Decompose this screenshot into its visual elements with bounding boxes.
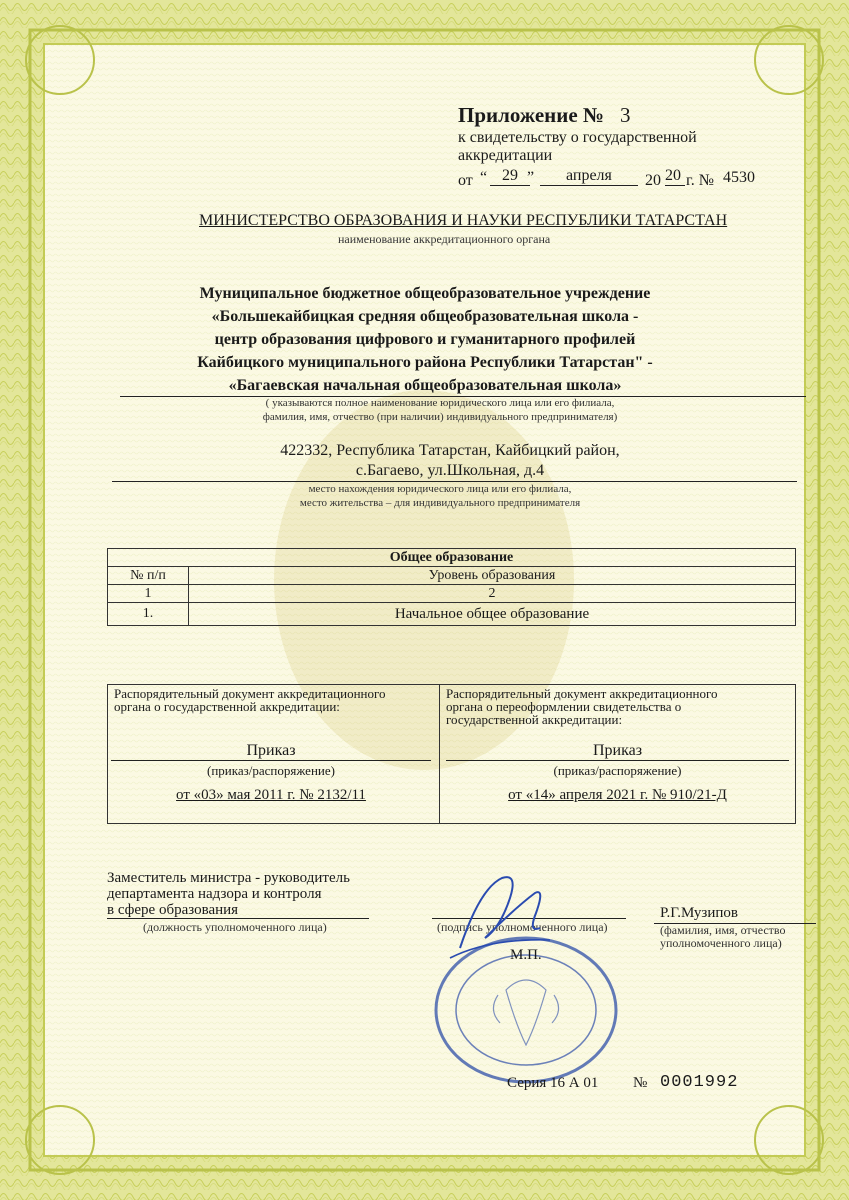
organization-name	[100, 282, 750, 397]
signer-name: Р.Г.Музипов	[660, 905, 738, 921]
position-underline	[107, 918, 369, 919]
date-month	[540, 167, 638, 186]
appendix-line-2: аккредитации	[458, 147, 553, 164]
col-level-header: Уровень образования	[189, 567, 796, 585]
address-line-2: с.Багаево, ул.Школьная, д.4	[355, 462, 545, 479]
right-doc-type: Приказ	[446, 742, 789, 761]
date-day-open: “	[480, 169, 488, 186]
appendix-number: 3	[620, 103, 631, 127]
education-table	[107, 548, 796, 626]
signer-position-3: в сфере образования	[107, 902, 239, 918]
table-row	[108, 603, 796, 626]
documents-divider	[439, 685, 440, 823]
organization-line-5: «Багаевская начальная общеобразовательная школа»	[228, 377, 622, 394]
signer-position-1: Заместитель министра - руководитель	[107, 870, 350, 886]
signer-position	[107, 870, 350, 918]
right-doc-heading	[446, 687, 718, 726]
organization-line-3: центр образования цифрового и гуманитарного профилей	[214, 331, 636, 348]
seal-label: М.П.	[510, 947, 542, 963]
right-doc-caption: (приказ/распоряжение)	[553, 763, 682, 778]
date-day-close: ”	[527, 169, 535, 186]
authority-name: МИНИСТЕРСТВО ОБРАЗОВАНИЯ И НАУКИ РЕСПУБЛИКИ ТАТАРСТАН	[199, 212, 728, 229]
col-number-header: № п/п	[108, 567, 189, 585]
appendix-line-1: к свидетельству о государственной	[458, 129, 697, 146]
right-doc-details: от «14» апреля 2021 г. № 910/21-Д	[508, 787, 727, 803]
organization-caption-2: фамилия, имя, отчество (при наличии) индивидуального предпринимателя)	[262, 411, 618, 423]
organization-line-1: Муниципальное бюджетное общеобразовательное учреждение	[199, 285, 651, 302]
organization-line-2: «Большекайбицкая средняя общеобразовательная школа -	[211, 308, 639, 325]
date-prefix: от	[458, 172, 473, 189]
organization-line-4: Кайбицкого муниципального района Республики Татарстан" -	[197, 354, 653, 371]
address-caption-2: место жительства – для индивидуального предпринимателя	[299, 497, 581, 509]
organization-caption-1: ( указываются полное наименование юридического лица или его филиала,	[265, 397, 615, 409]
address-line-1: 422332, Республика Татарстан, Кайбицкий район,	[280, 442, 620, 459]
row-level: Начальное общее образование	[189, 603, 796, 626]
authority-caption: наименование аккредитационного органа	[338, 232, 551, 246]
date-year-suffix: 20	[665, 167, 685, 186]
right-doc-heading-3: государственной аккредитации:	[446, 712, 623, 727]
address-caption-1: место нахождения юридического лица или его филиала,	[308, 483, 572, 495]
certificate-number: 4530	[723, 169, 755, 186]
date-month-text: апреля	[566, 167, 612, 184]
left-doc-type: Приказ	[111, 742, 431, 761]
handwritten-signature	[440, 868, 560, 968]
left-doc-heading-1: Распорядительный документ аккредитационного	[114, 686, 386, 701]
right-doc-heading-1: Распорядительный документ аккредитационного	[446, 686, 718, 701]
left-doc-caption: (приказ/распоряжение)	[207, 763, 335, 778]
date-day: 29	[490, 167, 530, 186]
row-number: 1.	[108, 603, 189, 626]
documents-box	[107, 684, 796, 824]
appendix-label: Приложение №	[458, 103, 605, 127]
address	[150, 441, 750, 481]
series-label: Серия 16 А 01	[507, 1075, 599, 1091]
name-caption	[660, 924, 785, 950]
position-caption: (должность уполномоченного лица)	[143, 920, 327, 934]
address-caption	[160, 482, 720, 510]
right-doc-heading-2: органа о переоформлении свидетельства о	[446, 699, 682, 714]
date-year-label: г. №	[686, 172, 715, 189]
date-year-prefix: 20	[645, 172, 661, 189]
organization-caption	[160, 396, 720, 424]
education-table-title: Общее образование	[108, 549, 796, 567]
left-doc-heading	[114, 687, 386, 713]
name-caption-1: (фамилия, имя, отчество	[660, 923, 786, 937]
signature-caption: (подпись уполномоченного лица)	[437, 920, 608, 934]
col-number-index: 1	[108, 585, 189, 603]
number-label: №	[633, 1075, 648, 1091]
name-caption-2: уполномоченного лица)	[660, 936, 782, 950]
col-level-index: 2	[189, 585, 796, 603]
form-number: 0001992	[660, 1073, 739, 1092]
left-doc-heading-2: органа о государственной аккредитации:	[114, 699, 340, 714]
left-doc-details: от «03» мая 2011 г. № 2132/11	[176, 787, 366, 803]
signer-position-2: департамента надзора и контроля	[107, 886, 322, 902]
